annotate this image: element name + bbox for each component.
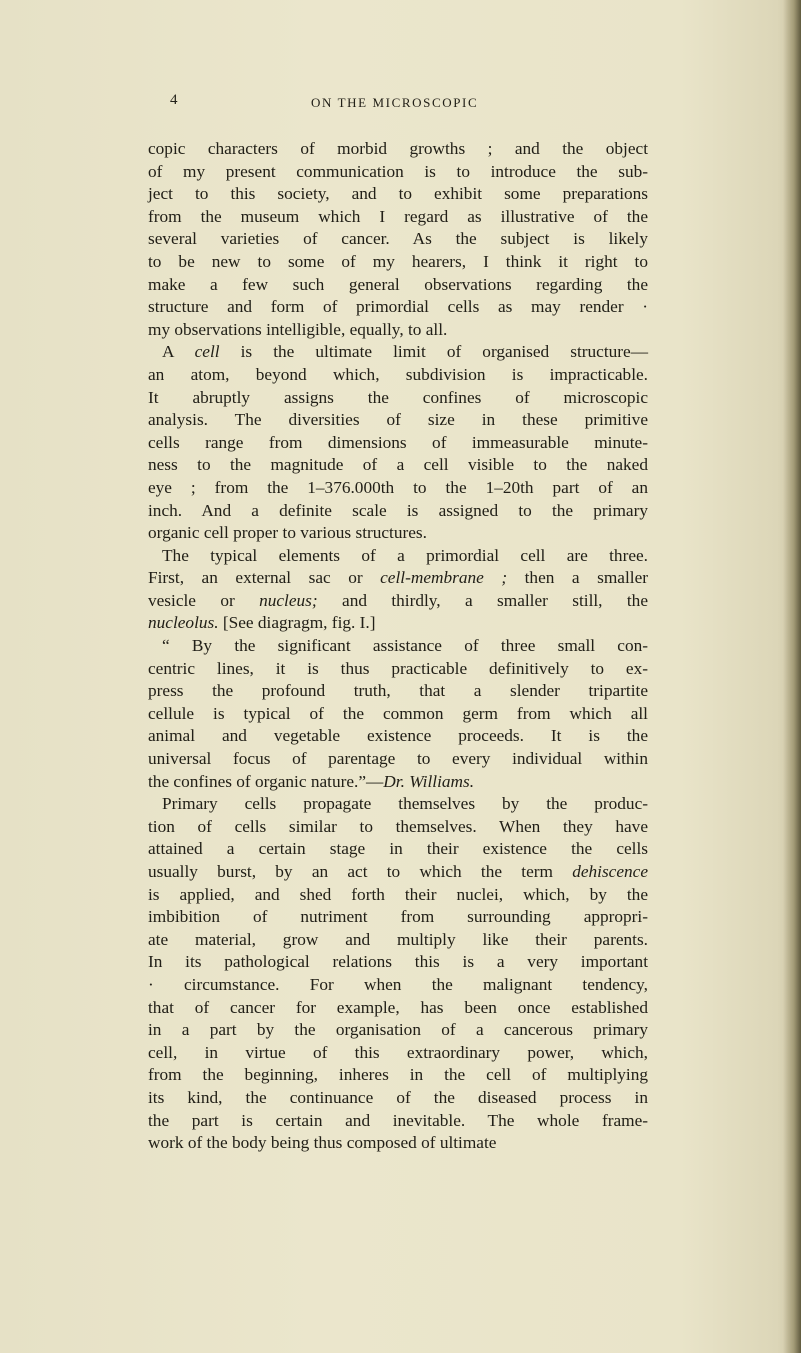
italic-term: nucleolus.: [148, 613, 219, 633]
text-line: First, an external sac or cell-membrane ; then a smaller: [148, 568, 648, 588]
text-line: animal and vegetable existence proceeds. It is the: [148, 726, 648, 746]
text-line: of my present communication is to introduce the sub-: [148, 161, 648, 181]
text-line: ness to the magnitude of a cell visible to the naked: [148, 455, 648, 475]
text-line: cells range from dimensions of immeasurable minute-: [148, 432, 648, 452]
italic-term: cell-membrane ;: [380, 568, 508, 588]
text-line: ject to this society, and to exhibit some preparations: [148, 184, 648, 204]
text-line: is applied, and shed forth their nuclei, which, by the: [148, 884, 648, 904]
text-line: nucleolus. [See diagragm, fig. I.]: [148, 613, 376, 633]
text-line: copic characters of morbid growths ; and the object: [148, 139, 648, 158]
italic-author: Dr. Williams.: [383, 771, 475, 791]
text-line: an atom, beyond which, subdivision is impracticable.: [148, 364, 648, 384]
text-line: usually burst, by an act to which the term dehiscence: [148, 862, 648, 881]
text-line: organic cell proper to various structures.: [148, 523, 427, 543]
text-line: my observations intelligible, equally, to all.: [148, 319, 448, 339]
text-line: cell, in virtue of this extraordinary power, which,: [148, 1042, 648, 1062]
text-line: the part is certain and inevitable. The whole frame-: [148, 1110, 648, 1130]
text-line: from the museum which I regard as illustrative of the: [148, 206, 648, 226]
text-line: eye ; from the 1–376.000th to the 1–20th part of an: [148, 477, 648, 497]
text-line: from the beginning, inheres in the cell of multiplying: [148, 1065, 648, 1085]
text-line: · circumstance. For when the malignant tendency,: [148, 974, 648, 994]
text-line: make a few such general observations regarding the: [148, 274, 648, 294]
text-line: its kind, the continuance of the diseased process in: [148, 1087, 648, 1107]
text-line: A cell is the ultimate limit of organised structure—: [162, 342, 648, 362]
text-line: structure and form of primordial cells as may render ·: [148, 297, 648, 317]
running-head: ON THE MICROSCOPIC: [311, 95, 479, 110]
text-line: vesicle or nucleus; and thirdly, a smaller still, the: [148, 590, 648, 610]
page-number: 4: [170, 92, 178, 108]
text-line: The typical elements of a primordial cell are three.: [162, 545, 648, 565]
text-line: tion of cells similar to themselves. When they have: [148, 816, 648, 836]
text-line: attained a certain stage in their existence the cells: [148, 839, 648, 859]
text-line: universal focus of parentage to every individual within: [148, 749, 648, 769]
text-line: press the profound truth, that a slender tripartite: [148, 681, 648, 701]
text-line: work of the body being thus composed of ultimate: [148, 1133, 497, 1153]
text-line: In its pathological relations this is a very important: [148, 952, 648, 972]
text-line: Primary cells propagate themselves by the produc-: [162, 794, 648, 814]
text-line: to be new to some of my hearers, I think it right to: [148, 251, 648, 271]
page-header: [0, 92, 801, 116]
text-line: imbibition of nutriment from surrounding appropri-: [148, 907, 648, 927]
text-line: centric lines, it is thus practicable definitively to ex-: [148, 658, 648, 678]
italic-term: cell: [194, 342, 220, 362]
text-line: “ By the significant assistance of three small con-: [162, 636, 648, 656]
italic-term: nucleus;: [259, 590, 318, 610]
body-text: [148, 138, 648, 1155]
text-line: several varieties of cancer. As the subject is likely: [148, 229, 648, 249]
text-line: inch. And a definite scale is assigned to the primary: [148, 500, 648, 520]
italic-term: dehiscence: [572, 862, 648, 881]
text-line: It abruptly assigns the confines of microscopic: [148, 387, 648, 407]
text-line: the confines of organic nature.”—Dr. Williams.: [148, 771, 475, 791]
text-line: that of cancer for example, has been once established: [148, 997, 648, 1017]
page-edge-shadow: [783, 0, 801, 1353]
text-line: ate material, grow and multiply like their parents.: [148, 929, 648, 949]
text-line: cellule is typical of the common germ from which all: [148, 703, 648, 723]
text-line: analysis. The diversities of size in these primitive: [148, 410, 648, 430]
text-line: in a part by the organisation of a cancerous primary: [148, 1020, 648, 1040]
